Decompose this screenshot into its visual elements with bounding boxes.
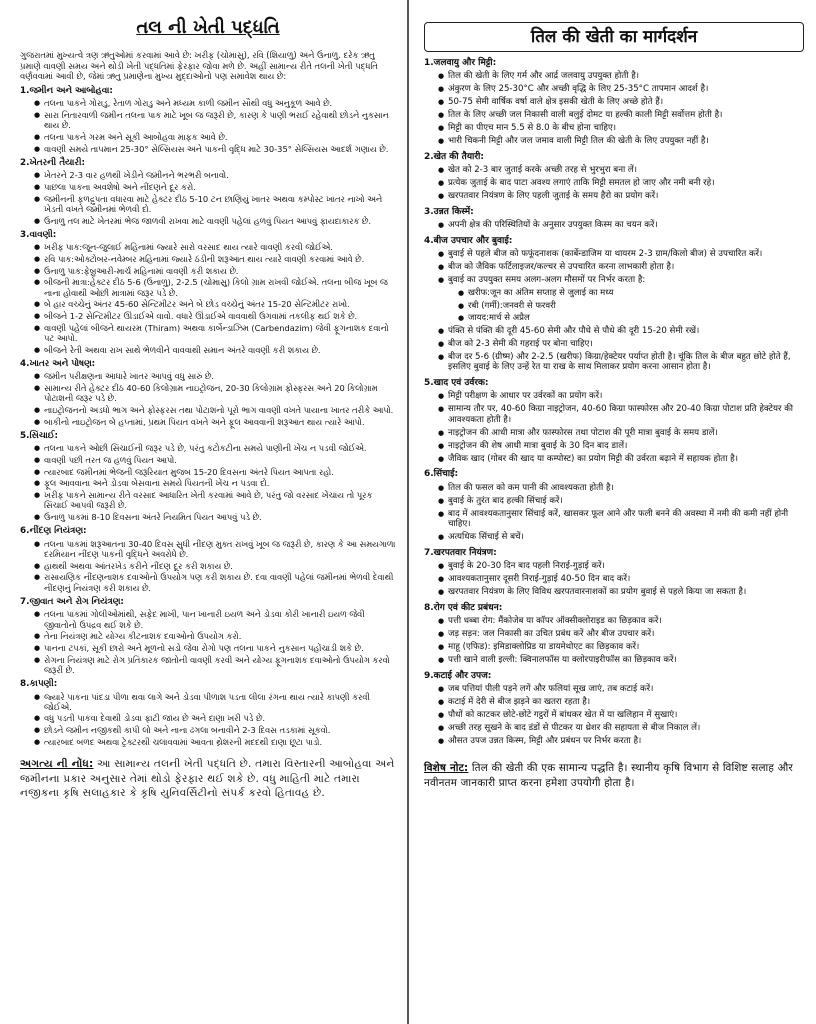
sections bbox=[424, 58, 804, 747]
section-heading: 8.કાપણી: bbox=[20, 679, 58, 690]
list-item: ● વાવણી પછી તરત જ હળવું પિયત આપો. bbox=[34, 455, 396, 465]
list-item: ● પાછલા પાકના અવશેષો અને નીંદણને દૂર કરો. bbox=[34, 182, 396, 192]
list-item: ● તલના પાકમાં ગોલીઓમાંથી, સફેદ માખી, પાન ખાનારી ઇયળ અને ડોડવા કોરી ખાનારી ઇયળ જેવી જીવાતોનો ઉપદ્રવ થઈ શકે છે. bbox=[34, 609, 396, 629]
list-item: ● जायद:मार्च से अप्रैल bbox=[458, 313, 804, 323]
bullet-list bbox=[20, 692, 396, 748]
list-item: ● નાઇટ્રોજનનો અડધો ભાગ અને ફોસ્ફરસ તથા પોટાશનો પૂરો ભાગ વાવણી વખતે પાયાના ખાતર તરીકે આપો. bbox=[34, 405, 396, 415]
list-item: ● खरीफ:जून का अंतिम सप्ताह से जुलाई का मध्य bbox=[458, 288, 804, 298]
bullet-list bbox=[20, 443, 396, 522]
bullet-list bbox=[20, 98, 396, 154]
list-item: ● बीज दर 5-6 (ग्रीष्म) और 2-2.5 (खरीफ) किग्रा/हेक्टेयर पर्याप्त होती है। चूंकि तिल के बीज बहुत छोटे होते हैं, इसलिए बुवाई के लिए उन्हें रेत या राख के साथ मिलाकर प्रयोग करना आसान होता है। bbox=[438, 352, 804, 373]
list-item: ● बुवाई का उपयुक्त समय अलग-अलग मौसमों पर निर्भर करता है: bbox=[438, 275, 804, 286]
list-item: ● વાવણી સમયે તાપમાન 25-30° સેલ્સિયસ અને પાકની વૃદ્ધિ માટે 30-35° સેલ્સિયસ આદર્શ ગણાય છે. bbox=[34, 144, 396, 154]
section-heading: 2.ખેતરની તૈયારી: bbox=[20, 157, 85, 168]
list-item: ● ખરીફ પાક:જૂન-જુલાઈ મહિનામાં જ્યારે સારો વરસાદ થાય ત્યારે વાવણી કરવી જોઈએ. bbox=[34, 242, 396, 252]
list-item: ● તલના પાકને ગરમ અને સૂકી આબોહવા માફક આવે છે. bbox=[34, 132, 396, 142]
list-item: ● बुवाई के तुरंत बाद हल्की सिंचाई करें। bbox=[438, 496, 804, 507]
list-item: ● जब पत्तियां पीली पड़ने लगें और फलियां सूख जाएं, तब कटाई करें। bbox=[438, 684, 804, 695]
page-title: तिल की खेती का मार्गदर्शन bbox=[424, 22, 804, 52]
list-item: ● तिल की फसल को कम पानी की आवश्यकता होती है। bbox=[438, 483, 804, 494]
list-item: ● जड़ सड़न: जल निकासी का उचित प्रबंध करें और बीज उपचार करें। bbox=[438, 629, 804, 640]
list-item: ● औसत उपज उन्नत किस्म, मिट्टी और प्रबंधन पर निर्भर करता है। bbox=[438, 736, 804, 747]
list-item: ● છોડને જમીન નજીકથી કાપી લો અને નાના ઢગલા બનાવીને 2-3 દિવસ તડકામાં સૂકવો. bbox=[34, 725, 396, 735]
section-heading: 5.खाद एवं उर्वरक: bbox=[424, 377, 489, 388]
section-heading: 6.નીંદણ નિયંત્રણ: bbox=[20, 526, 87, 537]
list-item: ● તલના પાકને ઓછી સિંચાઈની જરૂર પડે છે, પરંતુ કટોકટીના સમયે પાણીની ખેંચ ન પડવી જોઈએ. bbox=[34, 443, 396, 453]
bullet-list bbox=[424, 249, 804, 286]
bullet-list bbox=[424, 391, 804, 464]
section-heading: 4.बीज उपचार और बुवाई: bbox=[424, 235, 513, 246]
list-item: ● खरपतवार नियंत्रण के लिए विविध खरपतवारनाशकों का प्रयोग बुवाई से पहले किया जा सकता है। bbox=[438, 587, 804, 598]
important-note bbox=[20, 757, 396, 801]
note-label: અગત્ય ની નોંધ: bbox=[20, 758, 94, 771]
list-item: ● બે હાર વચ્ચેનું અંતર 45-60 સેન્ટિમીટર અને બે છોડ વચ્ચેનું અંતર 15-20 સેન્ટિમીટર રાખો. bbox=[34, 299, 396, 309]
list-item: ● તલના પાકમાં શરૂઆતના 30-40 દિવસ સુધી નીંદણ મુક્ત રાખવું ખૂબ જ જરૂરી છે, કારણ કે આ સમયગાળા દરમિયાન નીંદણ પાકની વૃદ્ધિને અવરોધે છે. bbox=[34, 539, 396, 559]
list-item: ● बीज को जैविक फर्टिलाइजर/कल्चर से उपचारित करना लाभकारी होता है। bbox=[438, 262, 804, 273]
list-item: ● ઉનાળુ તલ માટે ખેતરમાં ભેજ જાળવી રાખવા માટે વાવણી પહેલાં હળવું પિયત આપવું ફાયદાકારક છે. bbox=[34, 216, 396, 226]
list-item: ● બીજની માત્રા:હેક્ટર દીઠ 5-6 (ઉનાળુ), 2-2.5 (ચોમાસુ) કિલો ગ્રામ રાખવી જોઈએ. તલના બીજ ખૂબ જ નાના હોવાથી ઓછી માત્રામાં જરૂર પડે છે. bbox=[34, 277, 396, 297]
bullet-list bbox=[20, 170, 396, 226]
list-item: ● તલના પાકને ગોરાડુ, રેતાળ ગોરાડુ અને મધ્યમ કાળી જમીન સૌથી વધુ અનુકૂળ આવે છે. bbox=[34, 98, 396, 108]
list-item: ● पत्ती खाने वाली इल्ली: क्विनालफॉस या क्लोरपाइरीफॉस का छिड़काव करें। bbox=[438, 655, 804, 666]
intro-paragraph: ગુજરાતમાં મુખ્યત્વે ત્રણ ઋતુઓમાં કરવામાં આવે છે: ખરીફ (ચોમાસુ), રવિ (શિયાળુ) અને ઉનાળુ. દરેક ઋતુ પ્રમાણે વાવણી સમય અને થોડી ખેતી પદ્ધતિમાં ફેરફાર જોવા મળે છે. અહીં સામાન્ય રીતે તલની ખેતી પદ્ધતિ વર્ણવવામાં આવી છે, જેમાં ઋતુ પ્રમાણેના મુખ્ય મુદ્દાઓનો પણ સમાવેશ થાય છે: bbox=[20, 50, 378, 82]
section-heading: 1.जलवायु और मिट्टी: bbox=[424, 58, 497, 68]
section-heading: 8.रोग एवं कीट प्रबंधन: bbox=[424, 602, 503, 613]
hindi-page bbox=[410, 0, 816, 1024]
list-item: ● ખેતરને 2-3 વાર હળથી ખેડીને જમીનને ભરભરી બનાવો. bbox=[34, 170, 396, 180]
list-item: ● ફૂલ આવવાના અને ડોડવા બેસવાના સમયે પિયતની ખેંચ ન પડવા દો. bbox=[34, 478, 396, 488]
list-item: ● ઉનાળુ પાક:ફેબ્રુઆરી-માર્ચ મહિનામાં વાવણી કરી શકાય છે. bbox=[34, 266, 396, 276]
list-item: ● રવિ પાક:ઓક્ટોબર-નવેમ્બર મહિનામાં જ્યારે ઠંડીની શરૂઆત થાય ત્યારે વાવણી કરવામાં આવે છે. bbox=[34, 254, 396, 264]
list-item: ● જમીનની ફળદ્રુપતા વધારવા માટે હેક્ટર દીઠ 5-10 ટન છાણિયું ખાતર અથવા કમ્પોસ્ટ ખાતર નાખો અને ખેડતી વખતે જમીનમાં ભેળવી દો. bbox=[34, 194, 396, 214]
list-item: ● વધુ પડતી પાકવા દેવાથી ડોડવા ફાટી જાય છે અને દાણા ખરી પડે છે. bbox=[34, 713, 396, 723]
list-item: ● मिट्टी परीक्षण के आधार पर उर्वरकों का प्रयोग करें। bbox=[438, 391, 804, 402]
section-heading: 2.खेत की तैयारी: bbox=[424, 151, 484, 162]
list-item: ● कटाई में देरी से बीज झड़ने का खतरा रहता है। bbox=[438, 697, 804, 708]
bullet-list bbox=[20, 609, 396, 675]
bullet-list bbox=[424, 220, 804, 231]
list-item: ● सामान्य तौर पर, 40-60 किग्रा नाइट्रोजन, 40-60 किग्रा फास्फोरस और 20-40 किग्रा पोटाश प्रति हेक्टेयर की आवश्यकता होती है। bbox=[438, 404, 804, 425]
list-item: ● तिल के लिए अच्छी जल निकासी वाली बलुई दोमट या हल्की काली मिट्टी सर्वोत्तम होती है। bbox=[438, 110, 804, 121]
list-item: ● વાવણી પહેલાં બીજને થાયરમ (Thiram) અથવા કાર્બેન્ડાઝિમ (Carbendazim) જેવી ફૂગનાશક દવાનો પટ આપો. bbox=[34, 323, 396, 343]
list-item: ● રાસાયણિક નીંદણનાશક દવાઓનો ઉપયોગ પણ કરી શકાય છે. દવા વાવણી પહેલાં જમીનમાં ભેળવી દેવાથી નીંદણનું નિયંત્રણ કરી શકાય છે. bbox=[34, 572, 396, 592]
page-divider bbox=[407, 0, 409, 1024]
list-item: ● अच्छी तरह सूखने के बाद डंडों से पीटकर या थ्रेशर की सहायता से बीज निकाल लें। bbox=[438, 723, 804, 734]
list-item: ● प्रत्येक जुताई के बाद पाटा अवश्य लगाएं ताकि मिट्टी समतल हो जाए और नमी बनी रहे। bbox=[438, 178, 804, 189]
list-item: ● રોગના નિયંત્રણ માટે રોગ પ્રતિકારક જાતોની વાવણી કરવી અને યોગ્ય ફૂગનાશક દવાઓનો ઉપયોગ કરવો જરૂરી છે. bbox=[34, 655, 396, 675]
note-label: विशेष नोट: bbox=[424, 761, 469, 774]
section-heading: 7.જીવાત અને રોગ નિયંત્રણ: bbox=[20, 596, 124, 607]
list-item: ● पौधों को काटकर छोटे-छोटे गट्ठरों में बांधकर खेत में या खलिहान में सुखाएं। bbox=[438, 710, 804, 721]
bullet-list bbox=[20, 539, 396, 593]
special-note bbox=[424, 761, 804, 791]
list-item: ● સારા નિતારવાળી જમીન તલના પાક માટે ખૂબ જ જરૂરી છે, કારણ કે પાણી ભરાઈ રહેવાથી છોડને નુકસાન થાય છે. bbox=[34, 110, 396, 130]
gujarati-page bbox=[0, 0, 406, 1024]
list-item: ● ત્યારબાદ બળદ અથવા ટ્રેક્ટરથી ચલાવવામાં આવતા થ્રેશરની મદદથી દાણા છૂટા પાડો. bbox=[34, 737, 396, 747]
bullet-list bbox=[424, 165, 804, 202]
list-item: ● खेत को 2-3 बार जुताई करके अच्छी तरह से भुरभुरा बना लें। bbox=[438, 165, 804, 176]
list-item: ● बुवाई के 20-30 दिन बाद पहली निराई-गुड़ाई करें। bbox=[438, 561, 804, 572]
list-item: ● बाद में आवश्यकतानुसार सिंचाई करें, खासकर फूल आने और फली बनने की अवस्था में नमी की कमी नहीं होनी चाहिए। bbox=[438, 509, 804, 530]
list-item: ● હાથથી અથવા આંતરખેડ કરીને નીંદણ દૂર કરી શકાય છે. bbox=[34, 561, 396, 571]
section-heading: 3.उन्नत किस्में: bbox=[424, 206, 474, 217]
section-heading: 1.જમીન અને આબોહવા: bbox=[20, 85, 113, 96]
bullet-list bbox=[20, 371, 396, 427]
section-heading: 3.વાવણી: bbox=[20, 229, 57, 240]
list-item: ● 50-75 सेमी वार्षिक वर्षा वाले क्षेत्र इसकी खेती के लिए अच्छे होते हैं। bbox=[438, 97, 804, 108]
bullet-list bbox=[424, 326, 804, 373]
list-item: ● खरपतवार नियंत्रण के लिए पहली जुताई के समय हैरो का प्रयोग करें। bbox=[438, 191, 804, 202]
list-item: ● ખરીફ પાકને સામાન્ય રીતે વરસાદ આધારિત ખેતી કરવામાં આવે છે, પરંતુ જો વરસાદ ખેંચાય તો પૂરક સિંચાઈ આપવી જરૂરી છે. bbox=[34, 490, 396, 510]
list-item: ● તેના નિયંત્રણ માટે યોગ્ય કીટનાશક દવાઓનો ઉપયોગ કરો. bbox=[34, 631, 396, 641]
list-item: ● बुवाई से पहले बीज को फफूंदनाशक (कार्बेन्डाजिम या थायरम 2-3 ग्राम/किलो बीज) से उपचारित करें। bbox=[438, 249, 804, 260]
list-item: ● ઉનાળુ પાકમાં 8-10 દિવસના અંતરે નિયમિત પિયત આપવું પડે છે. bbox=[34, 512, 396, 522]
list-item: ● अत्यधिक सिंचाई से बचें। bbox=[438, 532, 804, 543]
list-item: ● रबी (गर्मी):जनवरी से फरवरी bbox=[458, 301, 804, 311]
list-item: ● नाइट्रोजन की आधी मात्रा और फास्फोरस तथा पोटाश की पूरी मात्रा बुवाई के समय डालें। bbox=[438, 428, 804, 439]
list-item: ● जैविक खाद (गोबर की खाद या कम्पोस्ट) का प्रयोग मिट्टी की उर्वरता बढ़ाने में सहायक होता है। bbox=[438, 454, 804, 465]
bullet-list bbox=[424, 684, 804, 747]
list-item: ● બીજને રેતી અથવા રાખ સાથે ભેળવીને વાવવાથી સમાન અંતરે વાવણી કરી શકાય છે. bbox=[34, 345, 396, 355]
list-item: ● बीज को 2-3 सेमी की गहराई पर बोना चाहिए। bbox=[438, 339, 804, 350]
note-text: तिल की खेती की एक सामान्य पद्धति है। स्थानीय कृषि विभाग से विशिष्ट सलाह और नवीनतम जानकारी प्राप्त करना हमेशा उपयोगी होता है। bbox=[424, 761, 793, 789]
list-item: ● પાનના ટપકાં, સૂકી છારો અને મૂળનો સડો જેવા રોગો પણ તલના પાકને નુકસાન પહોંચાડી શકે છે. bbox=[34, 643, 396, 653]
bullet-list bbox=[424, 71, 804, 147]
bullet-list bbox=[20, 242, 396, 355]
section-heading: 5.સિંચાઈ: bbox=[20, 430, 59, 441]
section-heading: 4.ખાતર અને પોષણ: bbox=[20, 358, 96, 369]
sub-list bbox=[424, 288, 804, 323]
section-heading: 6.सिंचाई: bbox=[424, 469, 459, 480]
list-item: ● બાકીનો નાઇટ્રોજન બે હપ્તામાં, પ્રથમ પિયત વખતે અને ફૂલ આવવાની શરૂઆત થાય ત્યારે આપો. bbox=[34, 417, 396, 427]
list-item: ● બીજને 1-2 સેન્ટિમીટર ઊંડાઈએ વાવો. વધારે ઊંડાઈએ વાવવાથી ઉગવામાં તકલીફ થઈ શકે છે. bbox=[34, 311, 396, 321]
list-item: ● अपनी क्षेत्र की परिस्थितियों के अनुसार उपयुक्त किस्म का चयन करें। bbox=[438, 220, 804, 231]
sections bbox=[20, 86, 396, 747]
note-text: આ સામાન્ય તલની ખેતી પદ્ધતિ છે. તમારા વિસ્તારની આબોહવા અને જમીનના પ્રકાર અનુસાર તેમાં થોડો ફેરફાર થઈ શકે છે. વધુ માહિતી માટે તમારા નજીકના કૃષિ સલાહકાર કે કૃષિ યુનિવર્સિટીનો સંપર્ક કરવો હિતાવહ છે. bbox=[20, 758, 395, 800]
list-item: ● नाइट्रोजन की शेष आधी मात्रा बुवाई के 30 दिन बाद डालें। bbox=[438, 441, 804, 452]
page-title: તલ ની ખેતી પદ્ધતિ bbox=[136, 17, 280, 38]
section-heading: 9.कटाई और उपज: bbox=[424, 670, 492, 681]
list-item: ● पंक्ति से पंक्ति की दूरी 45-60 सेमी और पौधे से पौधे की दूरी 15-20 सेमी रखें। bbox=[438, 326, 804, 337]
list-item: ● माहू (एफिड): इमिडाक्लोप्रिड या डायमेथोएट का छिड़काव करें। bbox=[438, 642, 804, 653]
list-item: ● સામાન્ય રીતે હેક્ટર દીઠ 40-60 કિલોગ્રામ નાઇટ્રોજન, 20-30 કિલોગ્રામ ફોસ્ફરસ અને 20 કિલોગ્રામ પોટાશની જરૂર પડે છે. bbox=[34, 383, 396, 403]
bullet-list bbox=[424, 616, 804, 666]
section-heading: 7.खरपतवार नियंत्रण: bbox=[424, 548, 497, 558]
bullet-list bbox=[424, 483, 804, 543]
bullet-list bbox=[424, 561, 804, 598]
list-item: ● पत्ती धब्बा रोग: मैंकोजेब या कॉपर ऑक्सीक्लोराइड का छिड़काव करें। bbox=[438, 616, 804, 627]
list-item: ● तिल की खेती के लिए गर्म और आर्द्र जलवायु उपयुक्त होती है। bbox=[438, 71, 804, 82]
list-item: ● मिट्टी का पीएच मान 5.5 से 8.0 के बीच होना चाहिए। bbox=[438, 123, 804, 134]
list-item: ● अंकुरण के लिए 25-30°C और अच्छी वृद्धि के लिए 25-35°C तापमान आदर्श है। bbox=[438, 84, 804, 95]
list-item: ● જ્યારે પાકના પાંદડા પીળા થવા લાગે અને ડોડવા પીળાશ પડતા લીલા રંગના થાય ત્યારે કાપણી કરવી જોઈએ. bbox=[34, 692, 396, 712]
list-item: ● आवश्यकतानुसार दूसरी निराई-गुड़ाई 40-50 दिन बाद करें। bbox=[438, 574, 804, 585]
list-item: ● જમીન પરીક્ષણના આધારે ખાતર આપવું વધુ સારું છે. bbox=[34, 371, 396, 381]
list-item: ● भारी चिकनी मिट्टी और जल जमाव वाली मिट्टी तिल की खेती के लिए उपयुक्त नहीं है। bbox=[438, 136, 804, 147]
list-item: ● ત્યારબાદ જમીનમાં ભેજની જરૂરિયાત મુજબ 15-20 દિવસના અંતરે પિયત આપતા રહો. bbox=[34, 467, 396, 477]
